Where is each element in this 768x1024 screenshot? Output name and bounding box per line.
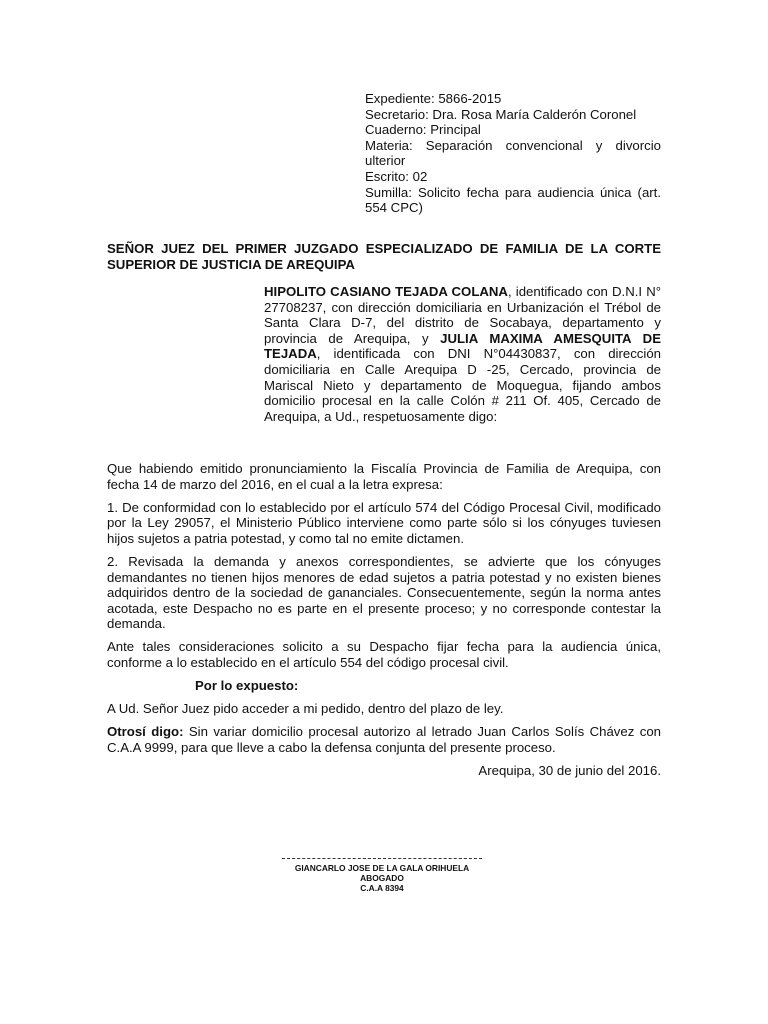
signature-block	[282, 858, 482, 894]
otrosi-label: Otrosí digo:	[107, 724, 184, 740]
paragraph-fiscalia: Que habiendo emitido pronunciamiento la Fiscalía Provincia de Familia de Arequipa, con fecha 14 de marzo del 2016, en el cual a la letra expresa:	[107, 461, 661, 492]
paragraph-point-2: 2. Revisada la demanda y anexos correspondientes, se advierte que los cónyuges demandantes no tienen hijos menores de edad sujetos a patria potestad y no existen bienes adquiridos dentro de la sociedad de gananciales. Consecuentemente, según la norma antes acotada, este Despacho no es parte en el presente proceso; y no corresponde contestar la demanda.	[107, 553, 661, 632]
expediente-line: Expediente: 5866-2015	[365, 91, 502, 106]
petitioner-details-2: , identificada con DNI N°04430837, con dirección domiciliaria en Calle Arequipa D -25, Cercado, provincia de Mariscal Nieto y departamento de Moquegua, fijando ambos domicilio procesal en la calle Colón # 211 Of. 405, Cercado de Arequipa, a Ud., respetuosamente digo:	[264, 346, 661, 424]
lawyer-name: GIANCARLO JOSE DE LA GALA ORIHUELA	[294, 863, 470, 873]
document-date: Arequipa, 30 de junio del 2016.	[478, 763, 661, 778]
secretario-line: Secretario: Dra. Rosa María Calderón Coronel	[365, 106, 637, 122]
paragraph-point-1: 1. De conformidad con lo establecido por el artículo 574 del Código Procesal Civil, modificado por la Ley 29057, el Ministerio Público interviene como parte sólo si los cónyuges tuviesen hijos sujetos a patria potestad, y como tal no emite dictamen.	[107, 499, 661, 546]
lawyer-registry: C.A.A 8394	[360, 883, 404, 894]
petitioner-name-2: JULIA MAXIMA AMESQUITA DE TEJADA	[264, 330, 662, 362]
cuaderno-line: Cuaderno: Principal	[365, 122, 481, 138]
paragraph-otrosi	[107, 724, 661, 755]
otrosi-text: Sin variar domicilio procesal autorizo al letrado Juan Carlos Solís Chávez con C.A.A 9999, para que lleve a cabo la defensa conjunta del presente proceso.	[107, 724, 661, 755]
sumilla-line: Sumilla: Solicito fecha para audiencia única (art. 554 CPC)	[365, 184, 661, 216]
lawyer-title: ABOGADO	[360, 873, 404, 884]
paragraph-request: Ante tales consideraciones solicito a su Despacho fijar fecha para la audiencia única, conforme a lo establecido en el artículo 554 del código procesal civil.	[107, 639, 661, 671]
escrito-line: Escrito: 02	[365, 168, 428, 184]
petitioners-intro	[264, 284, 661, 424]
petitioner-name-1: HIPOLITO CASIANO TEJADA COLANA	[264, 284, 508, 299]
document-body	[107, 461, 661, 786]
addressee-heading: SEÑOR JUEZ DEL PRIMER JUZGADO ESPECIALIZADO DE FAMILIA DE LA CORTE SUPERIOR DE JUSTICIA DE AREQUIPA	[107, 241, 661, 272]
signature-line	[282, 858, 482, 859]
materia-line: Materia: Separación convencional y divorcio ulterior	[365, 137, 661, 169]
petitioner-details-1: , identificado con D.N.I N° 27708237, con dirección domiciliaria en Urbanización el Trébol de Santa Clara D-7, del distrito de Socabaya, departamento y provincia de Arequipa, y	[264, 284, 661, 346]
case-header	[365, 91, 661, 216]
paragraph-petition: A Ud. Señor Juez pido acceder a mi pedido, dentro del plazo de ley.	[107, 701, 504, 717]
por-lo-expuesto: Por lo expuesto:	[195, 678, 299, 694]
